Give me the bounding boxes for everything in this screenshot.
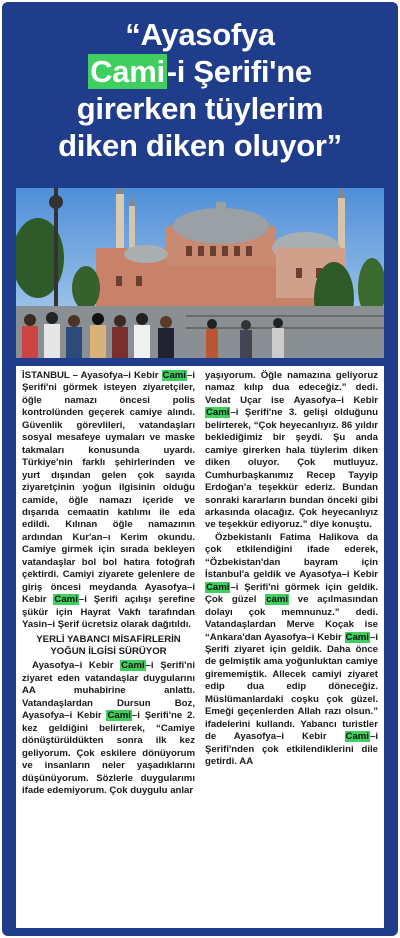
headline-highlight: Cami [90, 54, 165, 89]
highlight-word: Cami [345, 631, 369, 643]
photo-icon [16, 188, 384, 358]
text-run: –i Şerifi'ni görmek isteyen ziyaretçiler, öğle namazı öncesi polis kontrolünden geçerek camiye alındı. Güvenlik görevlileri, vatandaşları sosyal mesafeye uymaları ve maske takmaları konusunda uyardı. Türkiye'nin farklı şehirlerinden ve yurt dışından gelen çok sayıda ziyaretçinin yoğun ilgisinin olduğu camide, öğle namazı içeride ve dışarıda cemaatin katılımı ile eda edildi. Kılınan öğle namazının ardından Kur'an–ı Kerim okundu. Camiye girmek için sırada bekleyen vatandaşlar bol bol hatıra fotoğrafı çektirdi. Camiyi ziyarete gelenlere de giriş öncesi meydanda Ayasofya–i Kebir [22, 370, 195, 606]
headline-line-2 [2, 53, 398, 90]
highlight-word: Cami [162, 370, 186, 381]
paragraph [205, 370, 378, 532]
highlight-word: cami [266, 594, 289, 606]
highlight-word: Cami [121, 660, 145, 672]
text-run: yaşıyorum. Öğle namazına geliyoruz namaz kılıp dua edeceğiz.” dedi. Vedat Uçar ise Ayasofya–i Kebir [205, 370, 378, 406]
column-2 [205, 370, 378, 924]
text-run: –i Şerifi'ne 3. gelişi olduğunu belirterek, “Çok heyecanlıyız. 86 yıldır beklediğimiz bir şeydi. Şu anda camiye girerken hala tüylerim diken diken oluyor. Çok mutluyuz. Cumhurbaşkanımız Recep Tayyip Erdoğan'a teşekkür ederiz. Bundan sonraki kararların bundan önceki gibi arkasında olacağız. Çok heyecanlıyız ve teşekkür ediyoruz.” diye konuştu. [205, 407, 378, 531]
text-run: –i Şerifi'ne 2. kez geldiğini belirterek, “Camiye dönüştürüldükten sonra ilk kez geliyorum. Çok eskilere dönüyorum ve insanların neler yaşadıklarını düşünüyorum. Sözlerle duygularımı ifade edemiyorum. Çok duygulu anlar [22, 710, 195, 796]
text-run: –i Şerifi'ni görmek için geldik. Çok güzel [205, 581, 378, 606]
text-run: –i Şerifi'ni ziyaret eden vatandaşlar duygularını AA muhabirine anlattı. Vatandaşlardan Dursun Boz, Ayasofya–i Kebir [22, 660, 195, 722]
headline-text-1: “Ayasofya [125, 17, 275, 52]
headline-text-2: -i Şerifi'ne [166, 54, 312, 89]
text-run: –i Şerifi'nden çok etkilendiklerini dile getirdi. AA [205, 731, 378, 768]
headline-line-4: diken diken oluyor” [58, 128, 342, 163]
headline-line-3: girerken tüylerim [76, 91, 324, 126]
highlight-word: Cami [345, 731, 369, 743]
article-body [16, 366, 384, 928]
highlight-word: Cami [107, 710, 131, 722]
photo [16, 188, 384, 358]
paragraph [205, 532, 378, 769]
text-run: –i Şerifi ziyaret için geldik. Daha önce de gelmiştik ama yoğunluktan camiye girememiştik. Allecek camiyi ziyaret edip dua edip döneceğiz. Müslümanlardaki coşku çok güzel. Emeği geçenlerden Allah razı olsun.” ifadelerini kullandı. Yabancı turistler de Ayasofya–i Kebir [205, 631, 378, 743]
article-frame [2, 2, 398, 936]
subheading: YERLİ YABANCI MİSAFİRLERİN YOĞUN İLGİSİ SÜRÜYOR [36, 633, 181, 657]
paragraph [22, 660, 195, 797]
text-run: ve açılmasından dolayı çok memnunuz.” dedi. Vatandaşlardan Merve Koçak ise “Ankara'dan Ayasofya–i Kebir [205, 594, 378, 643]
paragraph [22, 370, 195, 632]
highlight-word: Cami [206, 581, 230, 593]
headline [2, 16, 398, 164]
text-run: İSTANBUL – Ayasofya–i Kebir [22, 370, 162, 381]
highlight-word: Cami [206, 407, 230, 419]
text-run: Özbekistanlı Fatima Halikova da çok etkilendiğini ifade ederek, “Özbekistan'dan bayram için İstanbul'a geldik ve Ayasofya–i Kebir [205, 531, 378, 581]
headline-line-1 [2, 16, 398, 53]
highlight-word: Cami [54, 594, 78, 606]
text-run: Ayasofya–i Kebir [32, 660, 121, 672]
text-run: –i Şerifi açılışı şerefine şükür için Hayrat Vakfı tarafından Yasin–i Şerif ücretsiz olarak dağıtıldı. [22, 594, 195, 631]
column-1 [22, 370, 195, 924]
